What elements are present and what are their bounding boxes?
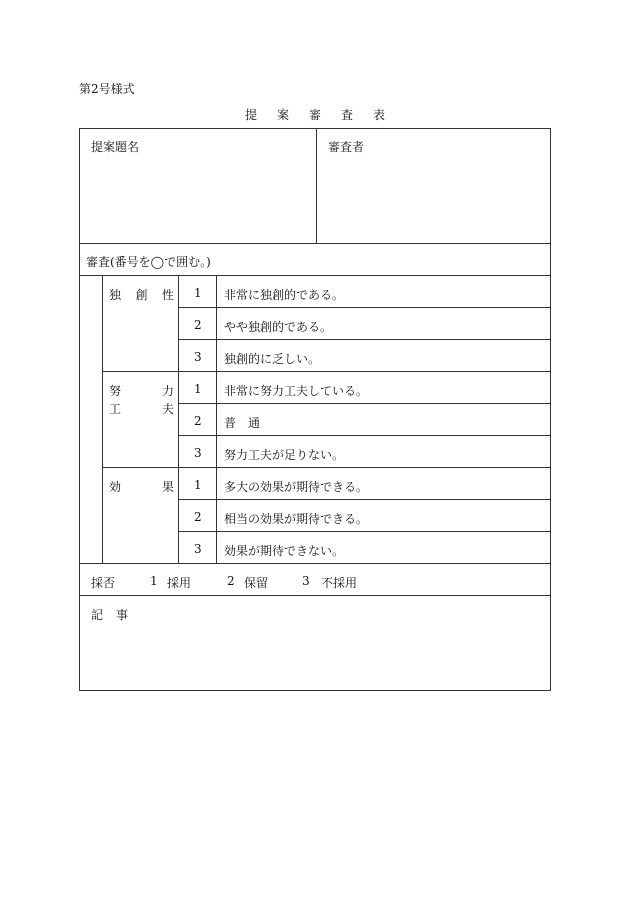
option-text: やや独創的である。 — [224, 320, 333, 334]
column-divider — [316, 129, 317, 243]
option-text: 非常に独創的である。 — [224, 288, 345, 302]
adoption-option-number: 3 — [302, 574, 310, 588]
row-divider — [178, 531, 550, 532]
notes-label: 記 事 — [91, 608, 128, 622]
adoption-label: 採否 — [91, 576, 116, 590]
criterion-originality-label: 独 創 性 — [109, 288, 174, 302]
option-number: 1 — [194, 478, 202, 492]
option-number: 2 — [194, 510, 202, 524]
option-number: 3 — [194, 350, 202, 364]
form-number-label: 第2号様式 — [79, 82, 135, 96]
row-divider — [178, 339, 550, 340]
review-form-table — [79, 128, 551, 691]
adoption-option-text: 不採用 — [321, 576, 358, 590]
adoption-option-text: 保留 — [244, 576, 269, 590]
document-title — [200, 106, 430, 123]
reviewer-label: 審査者 — [328, 140, 365, 154]
row-divider — [80, 243, 550, 244]
column-divider — [216, 275, 217, 563]
column-divider — [178, 275, 179, 563]
option-text: 独創的に乏しい。 — [224, 352, 321, 366]
option-number: 1 — [194, 382, 202, 396]
option-text: 努力工夫が足りない。 — [224, 448, 345, 462]
option-number: 2 — [194, 318, 202, 332]
row-divider — [102, 467, 550, 468]
title-char: 提 — [244, 108, 257, 122]
option-number: 3 — [194, 446, 202, 460]
option-number: 1 — [194, 286, 202, 300]
proposal-name-label: 提案題名 — [91, 140, 140, 154]
option-text: 多大の効果が期待できる。 — [224, 480, 369, 494]
option-text: 非常に努力工夫している。 — [224, 384, 369, 398]
option-text: 相当の効果が期待できる。 — [224, 512, 369, 526]
row-divider — [102, 371, 550, 372]
title-char: 案 — [276, 108, 289, 122]
adoption-option-number: 1 — [150, 574, 158, 588]
row-divider — [178, 435, 550, 436]
row-divider — [178, 403, 550, 404]
row-divider — [178, 307, 550, 308]
adoption-option-number: 2 — [227, 574, 235, 588]
row-divider — [80, 563, 550, 564]
criterion-effort-label-line1: 努 力 — [109, 384, 174, 398]
option-text: 普 通 — [224, 416, 261, 430]
row-divider — [80, 275, 550, 276]
title-char: 表 — [373, 108, 386, 122]
option-number: 3 — [194, 542, 202, 556]
criterion-effect-label: 効 果 — [109, 480, 174, 494]
criterion-effort-label-line2: 工 夫 — [109, 402, 174, 416]
column-divider — [102, 275, 103, 563]
title-char: 審 — [308, 108, 321, 122]
option-text: 効果が期待できない。 — [224, 544, 345, 558]
row-divider — [80, 595, 550, 596]
adoption-option-text: 採用 — [167, 576, 192, 590]
option-number: 2 — [194, 414, 202, 428]
row-divider — [178, 499, 550, 500]
title-char: 査 — [341, 108, 354, 122]
review-instruction: 審査(番号を◯で囲む。) — [86, 255, 211, 269]
